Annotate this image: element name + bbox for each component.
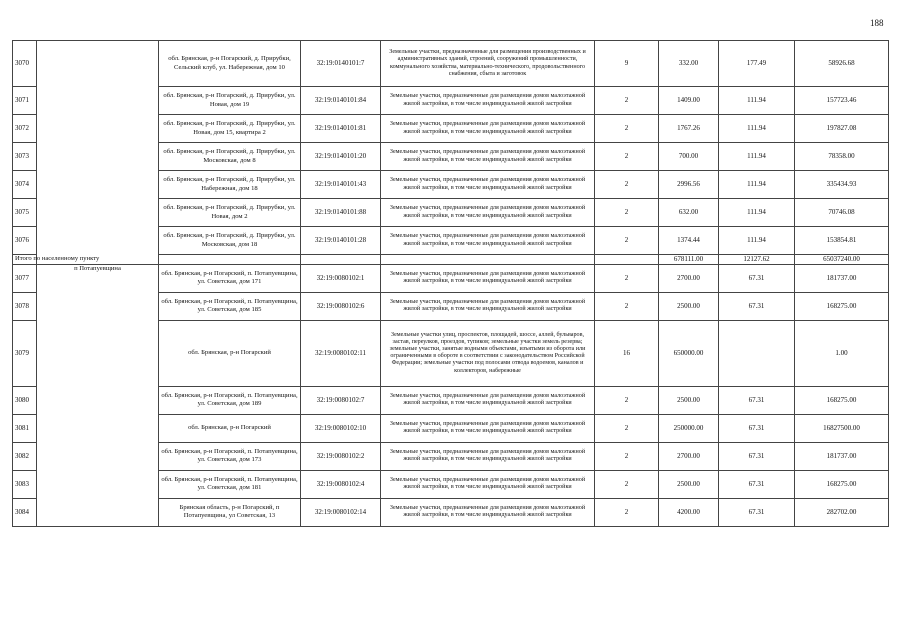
unit-rate: 67.31 — [719, 414, 795, 442]
land-use: Земельные участки, предназначенные для размещения домов малоэтажной жилой застройки, в том числе индивидуальной жилой застройки — [381, 227, 595, 255]
address: обл. Брянская, р-н Погарский, д. Прирубки, ул. Новая, дом 15, квартира 2 — [159, 115, 301, 143]
subtotal-label: Итого по населенному пункту — [13, 255, 37, 265]
land-use: Земельные участки, предназначенные для размещения домов малоэтажной жилой застройки, в том числе индивидуальной жилой застройки — [381, 498, 595, 526]
area: 2500.00 — [659, 470, 719, 498]
address: Брянская область, р-н Погарский, п Потапуевщина, ул Советская, 13 — [159, 498, 301, 526]
cadastral-number: 32:19:0080102:11 — [301, 320, 381, 386]
area: 2500.00 — [659, 386, 719, 414]
unit-rate: 177.49 — [719, 41, 795, 87]
area: 1374.44 — [659, 227, 719, 255]
cadastral-value: 58926.68 — [795, 41, 889, 87]
use-code: 2 — [595, 115, 659, 143]
land-use: Земельные участки, предназначенные для размещения домов малоэтажной жилой застройки, в том числе индивидуальной жилой застройки — [381, 386, 595, 414]
address: обл. Брянская, р-н Погарский, д. Прирубки, ул. Набережная, дом 18 — [159, 171, 301, 199]
use-code: 2 — [595, 87, 659, 115]
land-use: Земельные участки, предназначенные для размещения производственных и административных зданий, строений, сооружений промышленности, коммунального хозяйства, материально-технического, продовольственного снабжения, сбыта и заготовок — [381, 41, 595, 87]
address: обл. Брянская, р-н Погарский — [159, 320, 301, 386]
unit-rate: 67.31 — [719, 292, 795, 320]
land-use: Земельные участки, предназначенные для размещения домов малоэтажной жилой застройки, в том числе индивидуальной жилой застройки — [381, 143, 595, 171]
cadastral-number: 32:19:0080102:6 — [301, 292, 381, 320]
use-code: 2 — [595, 264, 659, 292]
address: обл. Брянская, р-н Погарский, п. Потапуевщина, ул. Советская, дом 173 — [159, 442, 301, 470]
unit-rate: 111.94 — [719, 143, 795, 171]
use-code: 2 — [595, 171, 659, 199]
locality-cell — [37, 41, 159, 265]
unit-rate: 67.31 — [719, 442, 795, 470]
address: обл. Брянская, р-н Погарский, д. Прирубки, ул. Московская, дом 18 — [159, 227, 301, 255]
address: обл. Брянская, р-н Погарский, п. Потапуевщина, ул. Советская, дом 189 — [159, 386, 301, 414]
use-code: 16 — [595, 320, 659, 386]
use-code: 2 — [595, 199, 659, 227]
cadastral-number: 32:19:0140101:20 — [301, 143, 381, 171]
page-number: 188 — [870, 18, 884, 28]
area: 2700.00 — [659, 264, 719, 292]
use-code: 2 — [595, 414, 659, 442]
use-code: 9 — [595, 41, 659, 87]
address: обл. Брянская, р-н Погарский, д. Прирубки, ул. Новая, дом 2 — [159, 199, 301, 227]
cadastral-number: 32:19:0140101:28 — [301, 227, 381, 255]
address: обл. Брянская, р-н Погарский, п. Потапуевщина, ул. Советская, дом 185 — [159, 292, 301, 320]
cadastral-value: 168275.00 — [795, 470, 889, 498]
subtotal-value: 65037240.00 — [795, 255, 889, 265]
cadastral-value: 282702.00 — [795, 498, 889, 526]
use-code: 2 — [595, 442, 659, 470]
cadastral-value: 181737.00 — [795, 264, 889, 292]
cadastral-number: 32:19:0140101:43 — [301, 171, 381, 199]
area: 2500.00 — [659, 292, 719, 320]
cadastral-value: 1.00 — [795, 320, 889, 386]
land-use: Земельные участки, предназначенные для размещения домов малоэтажной жилой застройки, в том числе индивидуальной жилой застройки — [381, 115, 595, 143]
row-number: 3079 — [13, 320, 37, 386]
land-use: Земельные участки, предназначенные для размещения домов малоэтажной жилой застройки, в том числе индивидуальной жилой застройки — [381, 414, 595, 442]
use-code: 2 — [595, 143, 659, 171]
row-number: 3074 — [13, 171, 37, 199]
row-number: 3072 — [13, 115, 37, 143]
row-number: 3081 — [13, 414, 37, 442]
subtotal-rate: 12127.62 — [719, 255, 795, 265]
unit-rate: 111.94 — [719, 87, 795, 115]
unit-rate: 67.31 — [719, 264, 795, 292]
unit-rate: 67.31 — [719, 386, 795, 414]
row-number: 3076 — [13, 227, 37, 255]
cadastral-number: 32:19:0080102:14 — [301, 498, 381, 526]
table-row — [13, 264, 889, 292]
use-code: 2 — [595, 498, 659, 526]
area: 632.00 — [659, 199, 719, 227]
land-use: Земельные участки, предназначенные для размещения домов малоэтажной жилой застройки, в том числе индивидуальной жилой застройки — [381, 87, 595, 115]
cadastral-number: 32:19:0080102:4 — [301, 470, 381, 498]
cadastral-value: 168275.00 — [795, 386, 889, 414]
use-code: 2 — [595, 470, 659, 498]
use-code: 2 — [595, 386, 659, 414]
cadastral-number: 32:19:0080102:1 — [301, 264, 381, 292]
cadastral-value: 181737.00 — [795, 442, 889, 470]
land-use: Земельные участки, предназначенные для размещения домов малоэтажной жилой застройки, в том числе индивидуальной жилой застройки — [381, 264, 595, 292]
cadastral-value: 335434.93 — [795, 171, 889, 199]
cadastral-number: 32:19:0140101:7 — [301, 41, 381, 87]
area: 2700.00 — [659, 442, 719, 470]
cadastral-number: 32:19:0140101:81 — [301, 115, 381, 143]
row-number: 3077 — [13, 264, 37, 292]
locality-name: п Потапуевщина — [37, 264, 159, 526]
cadastral-number: 32:19:0080102:2 — [301, 442, 381, 470]
row-number: 3073 — [13, 143, 37, 171]
land-use: Земельные участки, предназначенные для размещения домов малоэтажной жилой застройки, в том числе индивидуальной жилой застройки — [381, 470, 595, 498]
land-use: Земельные участки, предназначенные для размещения домов малоэтажной жилой застройки, в том числе индивидуальной жилой застройки — [381, 292, 595, 320]
area: 332.00 — [659, 41, 719, 87]
unit-rate: 67.31 — [719, 470, 795, 498]
address: обл. Брянская, р-н Погарский, п. Потапуевщина, ул. Советская, дом 171 — [159, 264, 301, 292]
cadastral-value-table — [12, 40, 889, 527]
cadastral-value: 168275.00 — [795, 292, 889, 320]
cadastral-number: 32:19:0080102:10 — [301, 414, 381, 442]
unit-rate: 111.94 — [719, 115, 795, 143]
unit-rate: 111.94 — [719, 199, 795, 227]
land-use: Земельные участки, предназначенные для размещения домов малоэтажной жилой застройки, в том числе индивидуальной жилой застройки — [381, 171, 595, 199]
cadastral-number: 32:19:0140101:84 — [301, 87, 381, 115]
area: 1409.00 — [659, 87, 719, 115]
row-number: 3082 — [13, 442, 37, 470]
row-number: 3083 — [13, 470, 37, 498]
unit-rate: 111.94 — [719, 171, 795, 199]
address: обл. Брянская, р-н Погарский, д. Прирубки, ул. Новая, дом 19 — [159, 87, 301, 115]
subtotal-area: 678111.00 — [659, 255, 719, 265]
area: 1767.26 — [659, 115, 719, 143]
table-row — [13, 41, 889, 87]
land-use: Земельные участки, предназначенные для размещения домов малоэтажной жилой застройки, в том числе индивидуальной жилой застройки — [381, 199, 595, 227]
cadastral-value: 70746.08 — [795, 199, 889, 227]
address: обл. Брянская, р-н Погарский, д. Прирубки, Сельский клуб, ул. Набережная, дом 10 — [159, 41, 301, 87]
cadastral-value: 197827.08 — [795, 115, 889, 143]
row-number: 3078 — [13, 292, 37, 320]
cadastral-value: 78358.00 — [795, 143, 889, 171]
cadastral-value: 153854.81 — [795, 227, 889, 255]
area: 4200.00 — [659, 498, 719, 526]
unit-rate: 67.31 — [719, 498, 795, 526]
land-use: Земельные участки улиц, проспектов, площадей, шоссе, аллей, бульваров, застав, переулков, проездов, тупиков; земельные участки земель резерва; земельные участки, занятые водными объектами, изъятыми из оборота или ограниченными в обороте в соответствии с законодательством Российской Федерации; земельные участки под полосами отвода водоемов, каналов и коллекторов, набережные — [381, 320, 595, 386]
row-number: 3070 — [13, 41, 37, 87]
land-use: Земельные участки, предназначенные для размещения домов малоэтажной жилой застройки, в том числе индивидуальной жилой застройки — [381, 442, 595, 470]
address: обл. Брянская, р-н Погарский, д. Прирубки, ул. Московская, дом 8 — [159, 143, 301, 171]
row-number: 3080 — [13, 386, 37, 414]
area: 650000.00 — [659, 320, 719, 386]
row-number: 3075 — [13, 199, 37, 227]
address: обл. Брянская, р-н Погарский — [159, 414, 301, 442]
cadastral-value: 16827500.00 — [795, 414, 889, 442]
area: 250000.00 — [659, 414, 719, 442]
row-number: 3071 — [13, 87, 37, 115]
cadastral-value: 157723.46 — [795, 87, 889, 115]
row-number: 3084 — [13, 498, 37, 526]
area: 700.00 — [659, 143, 719, 171]
unit-rate — [719, 320, 795, 386]
address: обл. Брянская, р-н Погарский, п. Потапуевщина, ул. Советская, дом 181 — [159, 470, 301, 498]
area: 2996.56 — [659, 171, 719, 199]
cadastral-number: 32:19:0140101:88 — [301, 199, 381, 227]
cadastral-number: 32:19:0080102:7 — [301, 386, 381, 414]
use-code: 2 — [595, 292, 659, 320]
use-code: 2 — [595, 227, 659, 255]
unit-rate: 111.94 — [719, 227, 795, 255]
